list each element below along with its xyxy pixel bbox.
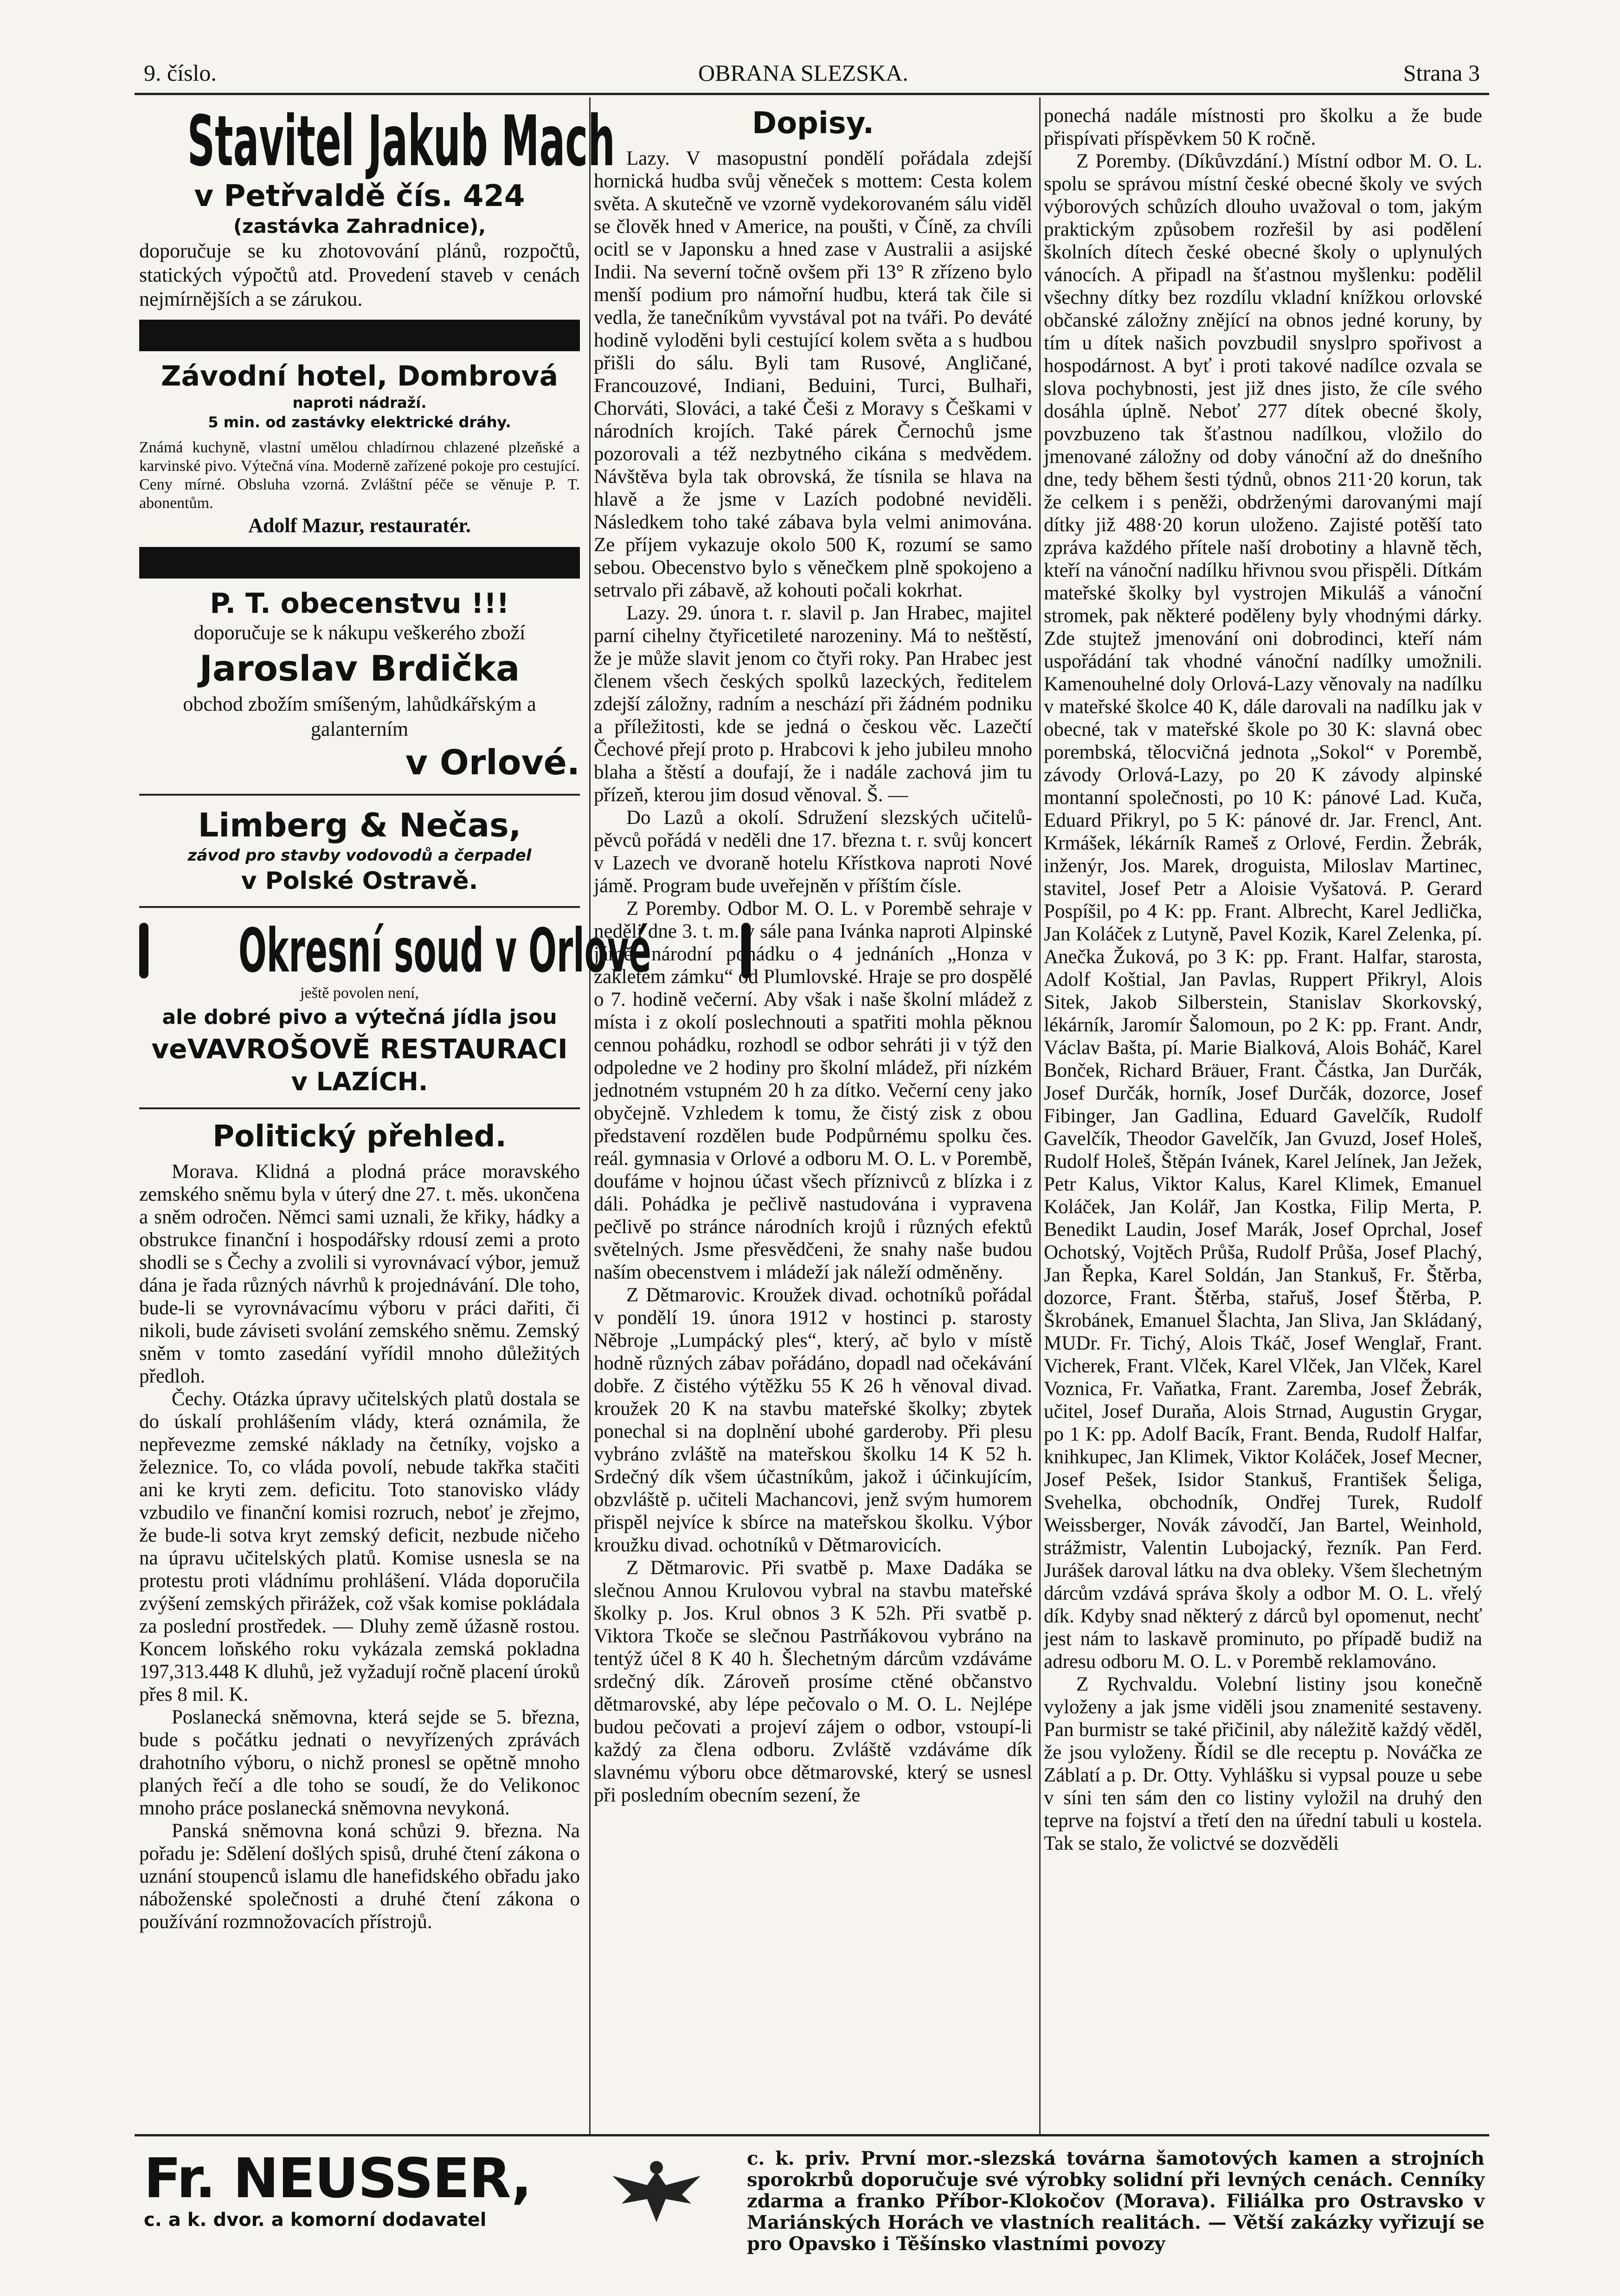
ad-mach (139, 101, 615, 311)
section-divider-line (139, 1107, 580, 1109)
newspaper-title: OBRANA SLEZSKA. (698, 60, 908, 86)
letter-paragraph: Z Dětmarovic. Kroužek divad. ochotníků pořádal v pondělí 19. února 1912 v hostinci p. starosty Něbroje „Lumpácký ples“, který, ač bylo v místě hodně různých zábav pořádáno, dopadl nad očekávání dobře. Z čistého výtěžku 55 K 26 h věnoval divad. kroužek 20 K na stavbu mateřské školky; zbytek ponechal si na doplnění ubohé garderoby. Při plesu vybráno zvláště na mateřskou školku 14 K 52 h. Srdečný dík všem účastníkům, jakož i účinkujícím, obzvláště p. učiteli Machancovi, jenž svým humorem přispěl nejvíce k sbírce na mateřskou školku. Výbor kroužku divad. ochotníků v Dětmarovicích. (594, 1284, 1032, 1556)
left-column (139, 101, 651, 2132)
right-paragraph: ponechá nadále místnosti pro školku a že bude přispívati příspěvkem 50 K ročně. (1044, 105, 1482, 149)
ad-hotel-name: Závodní hotel, Dombrová (161, 360, 558, 392)
ad-divider-line (139, 906, 580, 908)
ad-okresni-line4: v LAZÍCH. (291, 1067, 428, 1096)
ad-limberg-line2: v Polské Ostravě. (241, 867, 478, 895)
letter-paragraph: Z Dětmarovic. Při svatbě p. Maxe Dadáka se slečnou Annou Krulovou vybral na stavbu mateřské školky p. Jos. Krul obnos 3 K 52h. Při svatbě p. Viktora Tkoče se slečnou Pastrňákovou vybráno na tentýž účel 8 K 40 h. Šlechetným dárcům vzdáváme srdečný dík. Zároveň prosíme ctěné občanstvo dětmarovské, aby lépe pečovalo o M. O. L. Nejlépe budou pečovati a projeví zájem o odbor, vstoupí-li každý za člena odboru. Zvláště vzdáváme dík slavnému výboru obce dětmarovské, který se usnesl při posledním obecním sezení, že (594, 1557, 1032, 1806)
ad-okresni-line3: veVAVROŠOVĚ RESTAURACI (151, 1033, 568, 1065)
middle-column (594, 104, 1032, 2132)
ad-mach-address: v Petřvaldě čís. 424 (194, 179, 525, 213)
footer-brand-sub: c. a k. dvor. a komorní dodavatel (144, 2209, 487, 2231)
ad-divider-bar (139, 547, 580, 579)
political-paragraph: Čechy. Otázka úpravy učitelských platů dostala se do úskalí prohlášením vlády, která oznámila, že nepřevezme zemské náklady na četníky, vojsko a železnice. To, co vláda povolí, nebude takřka stačiti ani ke kryti zem. deficitu. Toto stanovisko vlády vzbudilo ve finanční komisi rozruch, neboť je zřejmo, že bude-li sotva kryt zemský deficit, nezbude ničeho na úpravu učitelských platů. Komise usnesla se na protestu proti vládnímu prohlášení. Vláda doporučila zvýšení zemských přirážek, což však komise pokládala za poslední prostředek. — Dluhy země úžasně rostou. Koncem loňského roku vykázala zemská pokladna 197,313.448 K dluhů, jež vyžadují ročně placení úroků přes 8 mil. K. (139, 1388, 580, 1705)
ad-hotel-line1: naproti nádraží. (292, 394, 427, 412)
political-paragraph: Morava. Klidná a plodná práce moravského zemského sněmu byla v úterý dne 27. t. měs. ukončena a sněm odročen. Němci sami uznali, že křiky, hádky a obstrukce finanční i hospodářsky rdousí zemi a proto shodli se s Čechy a zvolili si vyrovnávací výbor, jemuž dána je řada různých návrhů k projednávání. Dle toho, bude-li se vyrovnávacímu výboru v práci dařiti, či nikoli, bude záviseti svolání zemského sněmu. Zemský sněm v tomto zasedání vyřídil mnoho důležitých předloh. (139, 1161, 580, 1387)
ad-mach-text: doporučuje se ku zhotovování plánů, rozpočtů, statických výpočtů atd. Provedení staveb v cenách nejmírnějších a se zárukou. (139, 239, 580, 310)
footer-rule (135, 2134, 1489, 2136)
right-paragraph: Z Poremby. (Díkůvzdání.) Místní odbor M. O. L. spolu se správou místní české obecné školy ve svých výborových schůzích dlouho uvažoval o tom, jakým praktickým způsobem rozřešil by asi podělení školních dítech české obecné školy o uplynulých vánocích. A připadl na šťastnou myšlenku: podělil všechny dítky bez rozdílu vkladní knížkou orlovské občanské záložny znějící na obnos jedné koruny, by tím u dítek našich povzbudil snyslpro spořivost a hospodárnost. A byť i proti takové nadílce ozvala se slova pochybnosti, jest již dnes jisto, že cíle svého dosáhla úplně. Neboť 277 dítek obecné školy, povzbuzeno tak šťastnou nadílkou, vložilo do jmenované záložny od doby vánoční až do dnešního dne, tedy během šesti týdnů, obnos 211·20 korun, tak že celkem i s peněži, obdrženými darovanými mají dítky již 488·20 korun uloženo. Zajisté potěší tato zpráva každého přítele naší drobotiny a hlavně těch, kteří na vánoční nadílku hřivnou svou přispěli. Dítkám mateřské školky byl vystrojen Mikuláš a vánoční stromek, pak některé poděleny byly vhodnými dárky. Zde stujtež jmenování oni dobrodinci, kteří nám uspořádání tak vhodné vánoční nadílky umožnili. Kamenouhelné doly Orlová-Lazy věnovaly na nadílku v mateřské školce 40 K, dále darovali na nadílku jak v obecné, tak v mateřské škole po 30 K: slavná obec porembská, tělocvičná jednota „Sokol“ v Porembě, závody Orlová-Lazy, po 20 K závody alpinské montanní společnosti, po 10 K: pánové Lad. Kuča, Eduard Přikryl, po 5 K: pánové dr. Jar. Frencl, Ant. Krmášek, lékárník Rameš z Orlové, Ferdin. Žebrák, inženýr, Jos. Marek, droguista, Miloslav Martinec, stavitel, Josef Petr a Aloisie Vyšatová. P. Gerard Pospíšil, po 4 K: pp. Frant. Albrecht, Karel Jedlička, Jan Koláček z Lutyně, Pavel Kozik, Karel Zelenka, pí. Anečka Žuková, po 3 K: pp. Frant. Halfar, starosta, Adolf Koštial, Jan Pavlas, Ruppert Přikryl, Alois Sitek, Jakob Silberstein, Stanislav Skorkovský, lékárník, Jaromír Šalomoun, po 2 K: pp. Frant. Andr, Václav Bašta, pí. Marie Bialková, Alois Boháč, Karel Bonček, Richard Bräuer, Frant. Částka, Jan Durčák, Josef Durčák, horník, Josef Durčák, dozorce, Josef Fibinger, Jan Gadlina, Eduard Gavelčík, Rudolf Gavelčík, Theodor Gavelčík, Jan Gvuzd, Josef Holeš, Rudolf Holeš, Štěpán Ivánek, Karel Jelínek, Jan Ježek, Petr Kalus, Viktor Kalus, Karel Klimek, Emanuel Koláček, Jan Kolář, Jan Kostka, Filip Merta, P. Benedikt Laudin, Josef Marák, Josef Oprchal, Josef Ochotský, Vojtěch Průša, Rudolf Průša, Josef Plachý, Jan Řepka, Karel Soldán, Jan Stankuš, Fr. Štěrba, dozorce, Frant. Štěrba, stařuš, Josef Štěrba, P. Škrobánek, Emanuel Šlachta, Jan Sliva, Jan Skládaný, MUDr. Fr. Tichý, Alois Tkáč, Josef Wenglař, Frant. Vicherek, Frant. Vlček, Karel Vlček, Jan Vlček, Karel Voznica, Fr. Vaňatka, Frant. Zaremba, Josef Žebrák, učitel, Josef Duraňa, Alois Strnad, Augustin Grygar, po 1 K: pp. Adolf Bacík, Frant. Benda, Rudolf Halfar, knihkupec, Jan Klimek, Viktor Koláček, Josef Mecner, Josef Pešek, Isidor Stankuš, František Šeliga, Svehelka, obchodník, Ondřej Turek, Rudolf Weissberger, Novák závodčí, Jan Bartel, Weinhold, strážmistr, Valentin Lubojacký, řezník. Pan Ferd. Jurášek daroval látku na dva obleky. Všem šlechetným dárcům vzdává správa školy a odbor M. O. L. vřelý dík. Kdyby snad některý z dárců byl opomenut, nechť jest nám to laskavě prominuto, po případě budiž na adresu odboru M. O. L. v Porembě reklamováno. (1044, 150, 1482, 1672)
ad-divider-line (139, 794, 580, 796)
footer-brand: Fr. NEUSSER, (144, 2146, 531, 2210)
ad-hotel (139, 360, 580, 539)
ornament-icon (139, 923, 148, 978)
ad-okresni (139, 915, 651, 1097)
imperial-eagle-icon (603, 2157, 710, 2232)
column-divider-1 (589, 97, 591, 2134)
footer-text: c. k. priv. První mor.-slezská továrna šamotových kamen a strojních sporokrbů doporučuje své výrobky solidní při levných cenách. Cenníky zdarma a franko Příbor-Klokočov (Morava). Filiálka pro Ostravsko v Mariánských Horách ve vlastních realitách. — Větší zakázky vyřizují se pro Opavsko i Těšínsko vlastními povozy (747, 2148, 1485, 2255)
letters-title: Dopisy. (752, 106, 874, 141)
ad-mach-stop: (zastávka Zahradnice), (233, 215, 486, 238)
political-paragraph: Poslanecká sněmovna, která sejde se 5. března, bude s počátku jednati o nevyřízených zprávách drahotního výboru, o nichž pronesl se opětně mnoho planých řečí a dle toho se soudí, že do Velikonoc mnoho práce poslanecká sněmovna nevykoná. (139, 1706, 580, 1819)
page-number: Strana 3 (1403, 60, 1480, 86)
ad-brdicka (139, 587, 580, 784)
ad-brdicka-head: P. T. obecenstvu !!! (210, 587, 509, 620)
ad-brdicka-line2: obchod zbožím smíšeným, lahůdkářským a galanterním (183, 693, 536, 740)
ad-mach-name: Stavitel Jakub Mach (187, 101, 615, 182)
ad-limberg (139, 806, 580, 896)
ad-hotel-text: Známá kuchyně, vlastní umělou chladírnou chlazené plzeňské a karvinské pivo. Výtečná vína. Moderně zařízené pokoje pro cestující. Ceny mírné. Obsluha vzorná. Zvláštní péče se věnuje P. T. abonentům. (139, 439, 580, 512)
ad-limberg-name: Limberg & Nečas, (198, 806, 521, 844)
ad-brdicka-name: Jaroslav Brdička (199, 648, 520, 689)
letter-paragraph: Z Poremby. Odbor M. O. L. v Porembě sehraje v neděli dne 3. t. m. v sále pana Ivánka naproti Alpinské jámě, národní pohádku o 4 jednáních „Honza v zakletém zámku“ od Plumlovské. Hraje se pro dospělé o 7. hodině večerní. Aby však i naše školní mládež z místa i z okolí poslechnouti a spatřiti mohla pěknou cennou pohádku, rozhodl se odbor sehráti ji v týž den odpoledne ve 2 hodiny pro školní mládež, při nízkém jednotném vstupném 20 h za dítko. Večerní ceny jako obyčejně. Vzhledem k tomu, že čistý zisk z obou představení rozdělen bude Podpůrnému spolku čes. reál. gymnasia v Orlové a odboru M. O. L. v Porembě, doufáme v hojnou účast všech příznivců z blízka i z dáli. Pohádka je pečlivě nastudována i vypravena pečlivě po stránce národních krojů i různých efektů světelných. Jsme přesvědčeni, že snahy naše budou naším obecenstvem i mládeží jak náleží odměněny. (594, 898, 1032, 1283)
letter-paragraph: Lazy. V masopustní pondělí pořádala zdejší hornická hudba svůj věneček s mottem: Cesta kolem světa. A skutečně ve vzorně vydekorovaném sálu viděl se člověk hned v Americe, na poušti, v Číně, za chvíli ocitl se v Japonsku a hned zase v Australii a asijské Indii. Na severní točně ovšem při 13° R zřízeno bylo menší podium pro námořní hudbu, která tak čile si vedla, že tanečníkům vyvstával pot na tváři. Po deváté hodině vyloděni byli cestující kolem světa a s hudbou přišli do sálu. Byli tam Rusové, Angličané, Francouzové, Indiani, Beduini, Turci, Bulhaři, Chorváti, Slováci, a také Češi z Moravy s Češkami v národních krojích. Také párek Černochů jsme pozorovali a též nezbytného cikána s medvědem. Návštěva byla tak obrovská, že tísnila se hlava na hlavě a že jsme v Lazích podobné neviděli. Následkem toho také zábava byla velmi animována. Ze příjem vykazuje okolo 500 K, rozumí se samo sebou. Obecenstvo bylo s věnečkem plně spokojeno a setrvalo při zábavě, až kohouti počali kokrhat. (594, 148, 1032, 601)
political-overview-title: Politický přehled. (212, 1119, 507, 1154)
column-divider-2 (1039, 97, 1041, 2134)
ad-hotel-owner: Adolf Mazur, restauratér. (248, 514, 471, 537)
letter-paragraph: Lazy. 29. února t. r. slavil p. Jan Hrabec, majitel parní cihelny čtyřicetileté narozeniny. Má to neštěstí, že je může slavit jenom co čtyři roky. Pan Hrabec jest členem všech českých spolků lazeckých, ředitelem zdejší záložny, radním a neschází při žádném podniku a příležitosti, kde se jedná o českou věc. Lazečtí Čechové přejí proto p. Hrabcovi k jeho jubileu mnoho blaha a štěstí a doufají, že i nadále zachová jim tu přízeň, kterou jim dosud věnoval. Š. — (594, 602, 1032, 806)
ad-brdicka-town: v Orlové. (405, 743, 580, 783)
ad-okresni-line2: ale dobré pivo a výtečná jídla jsou (162, 1005, 557, 1029)
ad-divider-bar (139, 320, 580, 351)
ad-hotel-line2: 5 min. od zastávky elektrické dráhy. (208, 413, 511, 431)
page-header (139, 55, 1485, 92)
ad-okresni-head: Okresní soud v Orlové (238, 915, 651, 986)
right-paragraph: Z Rychvaldu. Volební listiny jsou konečně vyloženy a jak jsme viděli jsou znamenité sestaveny. Pan burmistr se také přičinil, aby náležitě každý věděl, že jsou vyloženy. Řídil se dle receptu p. Nováčka ze Záblatí a p. Dr. Otty. Vyhlášku si vypsal pouze u sebe v síni ten sám den co listiny vyložil na druhý den teprve na fojství a třetí den na úřední tabuli u kostela. Tak se stalo, že volictvé se dozvěděli (1044, 1673, 1482, 1854)
letter-paragraph: Do Lazů a okolí. Sdružení slezských učitelů-pěvců pořádá v neděli dne 17. března t. r. svůj koncert v Lazech ve dvoraně hotelu Křístkova naproti Nové jámě. Program bude uveřejněn v příštím čísle. (594, 807, 1032, 897)
right-column (1044, 104, 1482, 2132)
ad-okresni-line1: ještě povolen není, (300, 984, 419, 1002)
header-rule (135, 93, 1489, 95)
issue-number: 9. číslo. (144, 60, 217, 86)
ad-brdicka-line1: doporučuje se k nákupu veškerého zboží (193, 621, 526, 644)
ad-limberg-line1: závod pro stavby vodovodů a čerpadel (187, 846, 532, 865)
political-paragraph: Panská sněmovna koná schůzi 9. března. Na pořadu je: Sdělení došlých spisů, druhé čtení zákona o uznání stoupenců islamu dle hanefidského obřadu jako náboženské společnosti a druhé čtení zákona o používání rozmnožovacích přístrojů. (139, 1820, 580, 1933)
footer-ad (135, 2139, 1489, 2255)
